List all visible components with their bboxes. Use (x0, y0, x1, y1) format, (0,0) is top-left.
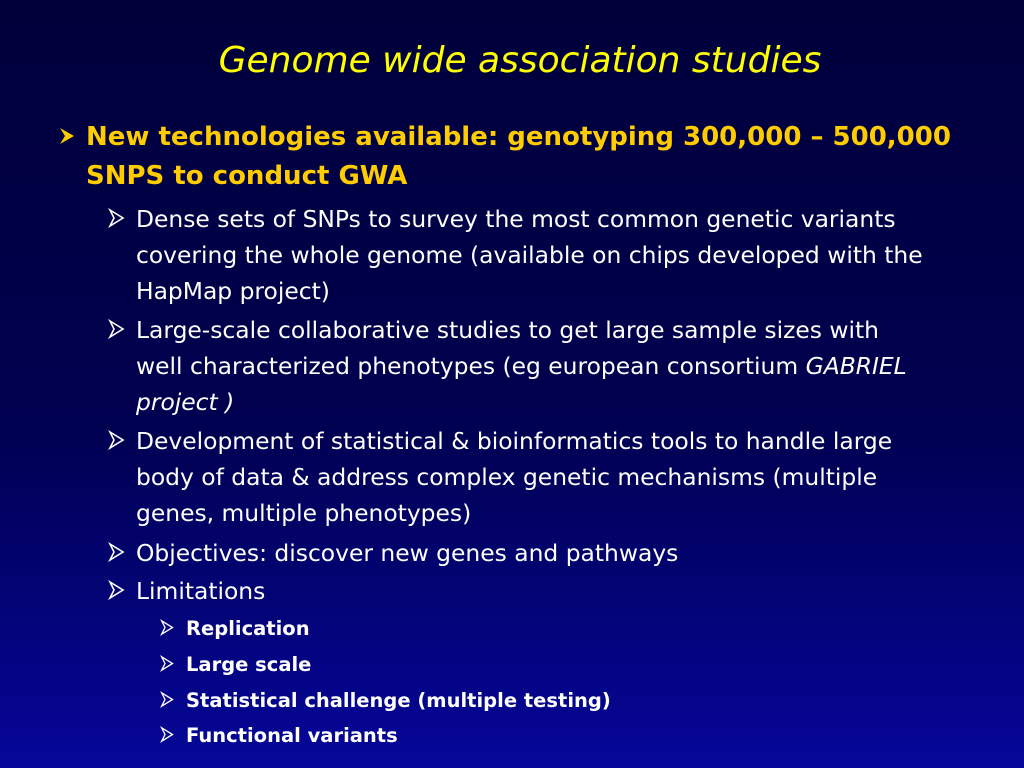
arrowhead-bullet-icon (58, 126, 76, 146)
limitation-item (160, 650, 860, 680)
limitation-text: Statistical challenge (multiple testing) (186, 689, 611, 712)
main-bullet-text: New technologies available: genotyping 300,000 – 500,000 SNPS to conduct GWA (86, 122, 951, 191)
sub-bullet-objectives (108, 535, 928, 571)
arrowhead-bullet-icon (108, 430, 126, 450)
sub-bullet-collaborative (108, 312, 928, 420)
arrowhead-bullet-icon (160, 691, 175, 708)
sub-bullet-dense-snps (108, 201, 928, 309)
arrowhead-bullet-icon (160, 726, 175, 743)
arrowhead-bullet-icon (160, 655, 175, 672)
sub-bullet-text: Limitations (136, 577, 266, 605)
arrowhead-bullet-icon (108, 542, 126, 562)
sub-bullet-tools (108, 423, 928, 531)
sub-bullet-text-plain: Large-scale collaborative studies to get large sample sizes with well characterized phenotypes (eg european consortium (136, 316, 879, 380)
sub-bullet-text: Dense sets of SNPs to survey the most common genetic variants covering the whole genome (available on chips developed with the HapMap project) (136, 205, 923, 305)
main-bullet (58, 118, 978, 196)
arrowhead-bullet-icon (108, 319, 126, 339)
sub-bullet-text: Development of statistical & bioinformatics tools to handle large body of data & address complex genetic mechanisms (multiple genes, multiple phenotypes) (136, 427, 893, 527)
limitation-text: Large scale (186, 653, 312, 676)
arrowhead-bullet-icon (160, 619, 175, 636)
limitation-item (160, 686, 860, 716)
slide-title: Genome wide association studies (218, 40, 822, 81)
limitation-item (160, 721, 860, 751)
limitation-item (160, 614, 860, 644)
sub-bullet-text (136, 312, 928, 420)
gabriel-project-text: GABRIEL project ) (136, 352, 907, 416)
arrowhead-bullet-icon (108, 208, 126, 228)
limitation-text: Replication (186, 617, 310, 640)
sub-bullet-limitations (108, 573, 928, 609)
limitation-text: Functional variants (186, 724, 398, 747)
arrowhead-bullet-icon (108, 580, 126, 600)
sub-bullet-text: Objectives: discover new genes and pathways (136, 539, 679, 567)
